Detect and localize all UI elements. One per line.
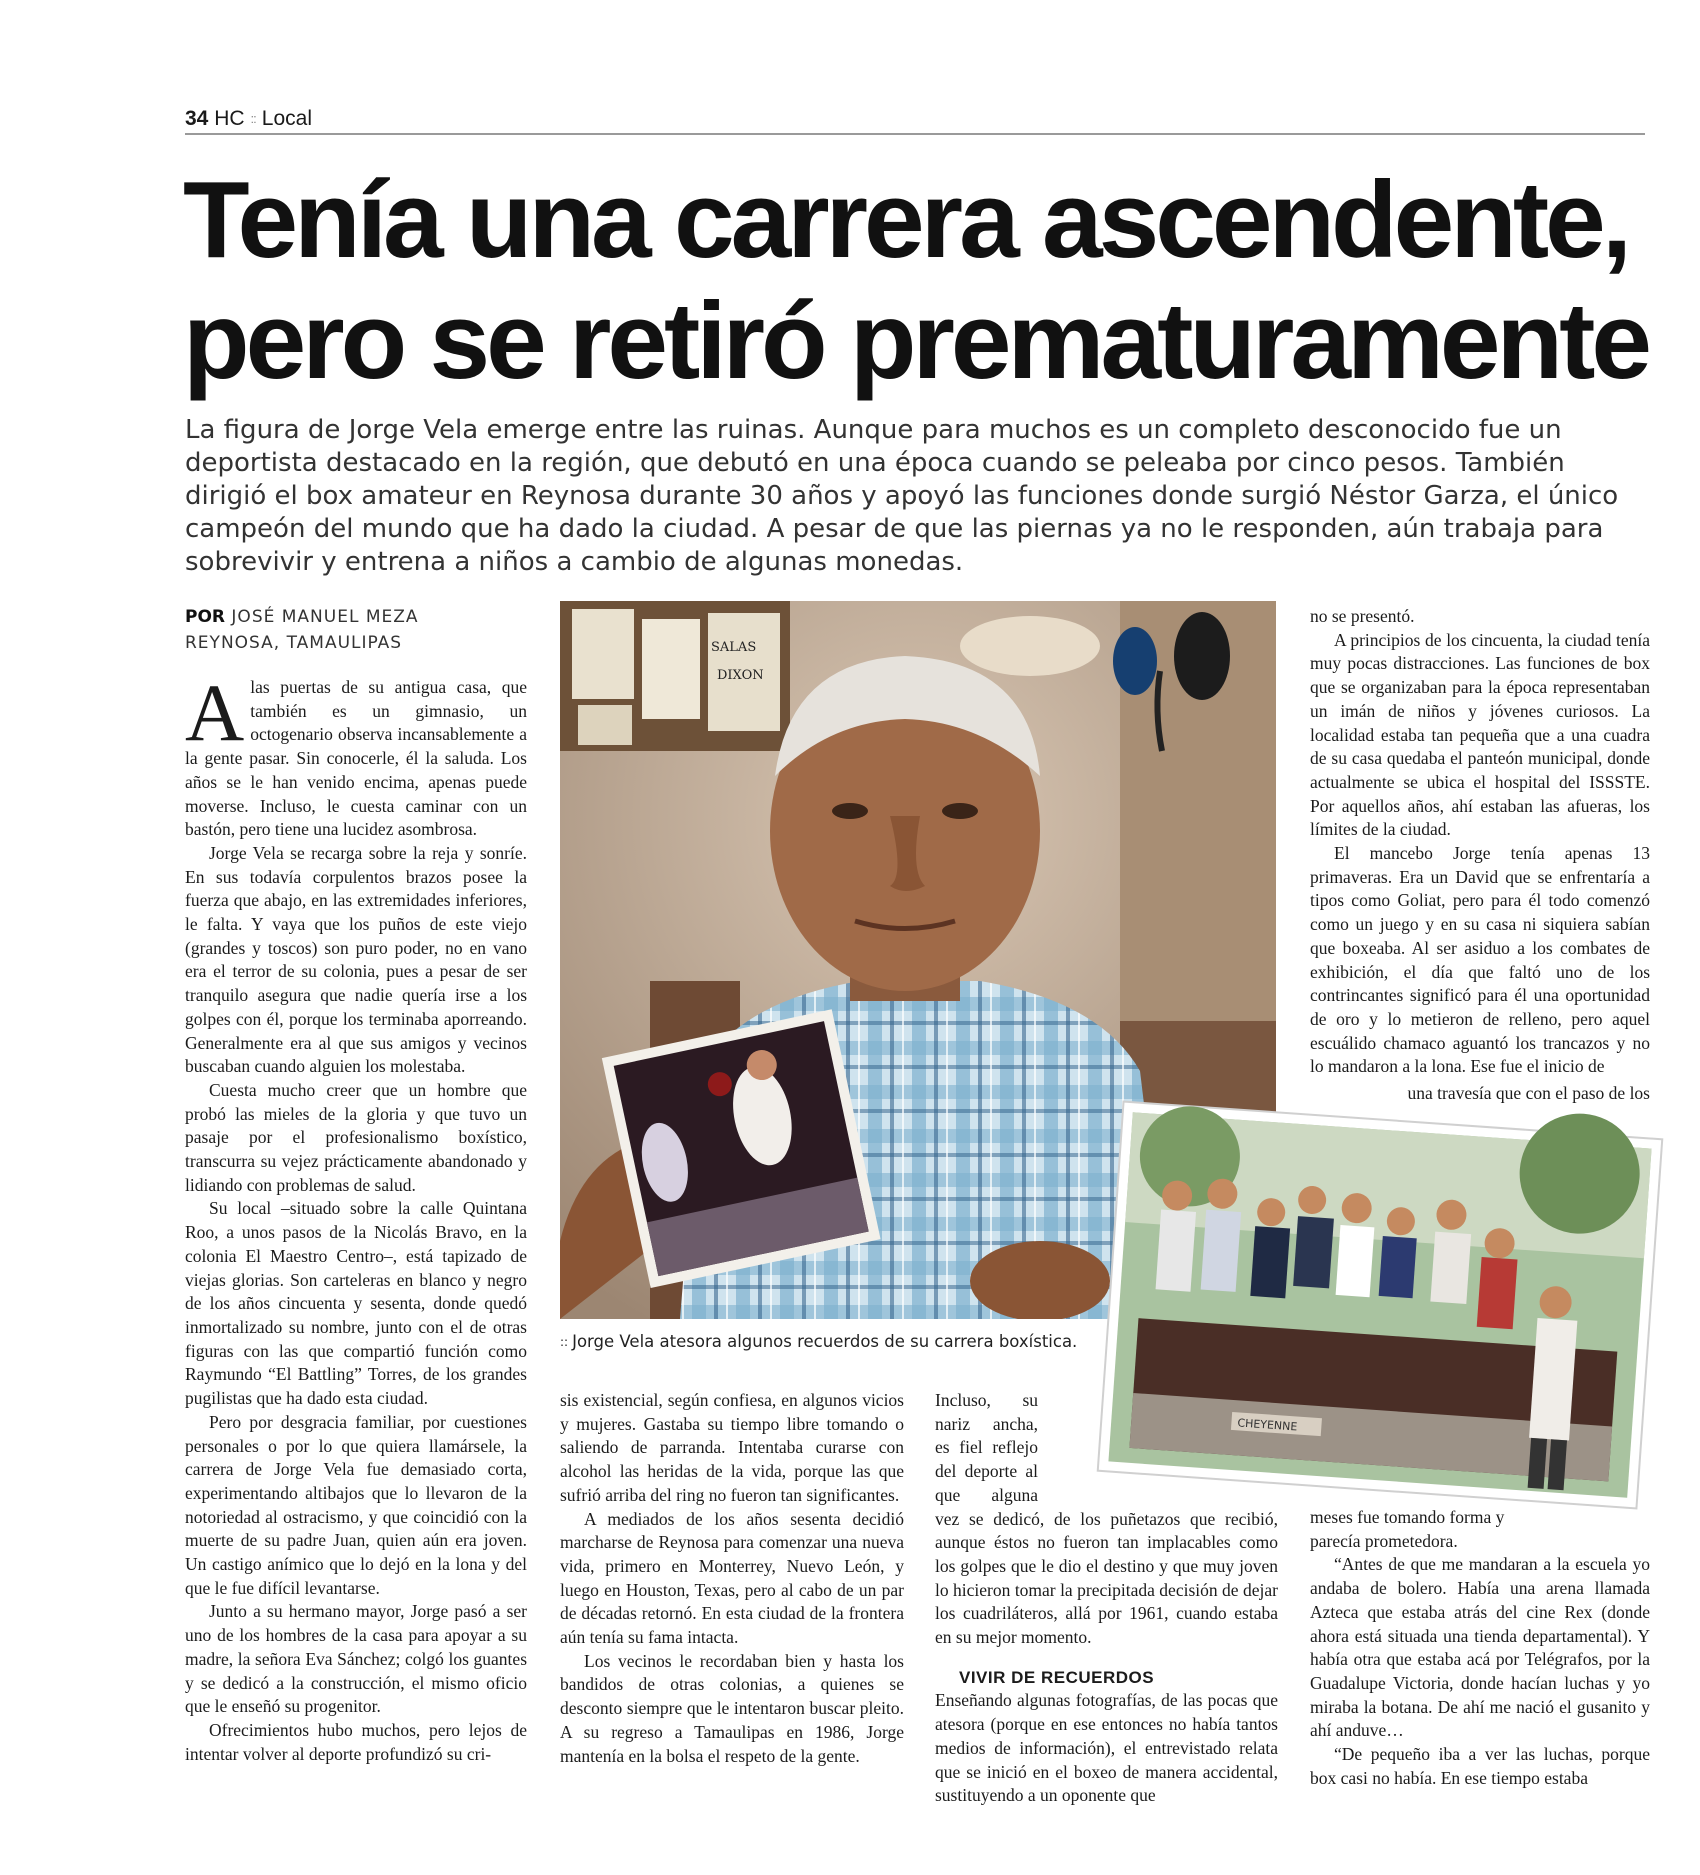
headline-line-2: pero se retiró prematuramente	[183, 280, 1649, 402]
page-folio	[185, 104, 1645, 134]
poster-text-1: SALAS	[711, 640, 757, 655]
paragraph: “Antes de que me mandaran a la escuela yo andaba de bolero. Había una arena llamada Azteca que estaba atrás del cine Rex (donde ahora está situada una tienda departamental). Y había otra que estaba acá por Telégrafos, por la Guadalupe Victoria, donde hacían luchas y yo miraba la botana. De ahí me nació el gusanito y ahí anduve…	[1310, 1554, 1650, 1741]
headline	[183, 160, 1653, 402]
byline-location: REYNOSA, TAMAULIPAS	[185, 633, 403, 653]
paragraph: Ofrecimientos hubo muchos, pero lejos de intentar volver al deporte profundizó su cri-	[185, 1719, 527, 1764]
caption-text: Jorge Vela atesora algunos recuerdos de su carrera boxística.	[572, 1332, 1078, 1351]
paragraph-text: las puertas de su antigua casa, que también es un gimnasio, un octogenario observa incansablemente a la gente pasar. Sin conocerle, él la saluda. Los años se le han venido encima, apenas puede moverse. Incluso, le cuesta caminar con un bastón, pero tiene una lucidez asombrosa.	[185, 677, 527, 840]
paragraph: A principios de los cincuenta, la ciudad tenía muy pocas distracciones. Las funciones de box que se organizaban para la época representaban un imán de niños y jóvenes curiosos. La localidad estaba tan pequeña que a una cuadra de su casa quedaba el panteón municipal, donde actualmente se ubica el hospital del ISSSTE. Por aquellos años, ahí estaban las afueras, los límites de la ciudad.	[1310, 629, 1650, 840]
paragraph: Cuesta mucho creer que un hombre que probó las mieles de la gloria y que tuvo un pasaje por el profesionalismo boxístico, transcurra su vejez prácticamente abandonado y lidiando con problemas de salud.	[185, 1079, 527, 1195]
article-column-4-bottom	[1310, 1506, 1650, 1790]
section-brand: HC	[214, 107, 245, 130]
paragraph: El mancebo Jorge tenía apenas 13 primaveras. Era un David que se enfrentaría a tipos como Goliat, pero para él todo comenzó como un juego y en su casa ni siquiera sabían que boxeaba. Al ser asiduo a los combates de exhibición, el día que faltó uno de los contrincantes significó para él una oportunidad de oro y lo metieron de relleno, pero aquel escuálido chamaco aguantó los trancazos y no lo mandaron a la lona. Ese fue el inicio de	[1310, 843, 1650, 1077]
paragraph: Enseñando algunas fotografías, de las pocas que atesora (porque en ese entonces no había tantos medios de información), el entrevistado relata que se inició en el boxeo de manera accidental, sustituyendo a un oponente que	[935, 1690, 1278, 1806]
headline-line-1: Tenía una carrera ascendente,	[183, 159, 1629, 281]
paragraph-line: meses fue tomando forma y	[1310, 1507, 1505, 1527]
paragraph: Jorge Vela se recarga sobre la reja y sonríe. En sus todavía corpulentos brazos posee la fuerza que abajo, en las extremidades inferiores, le falta. Y vaya que los puños de este viejo (grandes y toscos) son puro poder, no en vano era el terror de su colonia, pues a pesar de ser tranquilo asegura que nadie quería irse a los golpes con él, porque los terminaba aporreando. Generalmente era al que sus amigos y vecinos buscaban cuando alguien los molestaba.	[185, 842, 527, 1077]
paragraph: Los vecinos le recordaban bien y hasta los bandidos de otras colonias, a quienes se desconto siempre que le intentaron buscar pleito. A su regreso a Tamaulipas en 1986, Jorge mantenía en la bolsa el respeto de la gente.	[560, 1650, 904, 1766]
paragraph: “De pequeño iba a ver las luchas, porque box casi no había. En ese tiempo estaba	[1310, 1744, 1650, 1788]
caption-marker: ::	[560, 1335, 569, 1349]
paragraph: sis existencial, según confiesa, en algunos vicios y mujeres. Gastaba su tiempo libre tomando o saliendo de parranda. Intentaba curarse con alcohol las heridas de la vida, porque las que sufrió arriba del ring no fueron tan significantes.	[560, 1390, 904, 1505]
article-column-4-top	[1310, 605, 1650, 1100]
deck: La figura de Jorge Vela emerge entre las ruinas. Aunque para muchos es un completo desconocido fue un deportista destacado en la región, que debutó en una época cuando se peleaba por cinco pesos. También dirigió el box amateur en Reynosa durante 30 años y apoyó las funciones donde surgió Néstor Garza, el único campeón del mundo que ha dado la ciudad. A pesar de que las piernas ya no le responden, aún trabaja para sobrevivir y entrena a niños a cambio de algunas monedas.	[185, 415, 1619, 577]
subheading: VIVIR DE RECUERDOS	[959, 1667, 1155, 1687]
section-separator: ::	[250, 111, 256, 126]
paragraph: Pero por desgracia familiar, por cuestiones personales o por lo que quiera llamársele, la carrera de Jorge Vela fue demasiado corta, experimentando altibajos que lo llevaron de la notoriedad al ostracismo, y que coincidió con la muerte de su padre Juan, quien aún era joven. Un castigo anímico que lo dejó en la lona y del que le fue difícil levantarse.	[185, 1411, 527, 1598]
paragraph: Incluso, su nariz ancha, es fiel reflejo del deporte al que alguna vez se dedicó, de los puñetazos que recibió, aunque éstos no fueron tan implacables como los golpes que le dio el destino y que muy joven lo hicieron tomar la precipitada decisión de dejar los cuadriláteros, allá por 1961, cuando estaba en su mejor momento.	[935, 1390, 1278, 1648]
byline	[185, 604, 525, 656]
group-photo	[1100, 1110, 1660, 1500]
section-name: Local	[261, 107, 312, 130]
paragraph-line: una travesía que con el paso de los	[1407, 1083, 1650, 1103]
poster-text-2: DIXON	[717, 668, 764, 683]
paragraph: no se presentó.	[1310, 606, 1415, 626]
paragraph-line: parecía prometedora.	[1310, 1530, 1458, 1551]
paragraph: Su local –situado sobre la calle Quintana Roo, a unos pasos de la Nicolás Bravo, en la colonia El Maestro Centro–, está tapizado de viejas glorias. Son carteleras en blanco y negro de los años cincuenta y sesenta, donde quedó inmortalizado su nombre, junto con el de otras figuras con las que compartió función como Raymundo “El Battling” Torres, de los grandes pugilistas que ha dado esta ciudad.	[185, 1198, 527, 1409]
truck-text: CHEYENNE	[1236, 1416, 1298, 1434]
article-column-4-continuation	[1377, 1082, 1650, 1106]
paragraph: A mediados de los años sesenta decidió marcharse de Reynosa para comenzar una nueva vida, primero en Monterrey, Nuevo León, y luego en Houston, Texas, pero al cabo de un par de décadas retornó. En esta ciudad de la frontera aún tenía su fama intacta.	[560, 1508, 904, 1648]
drop-cap: A	[185, 667, 245, 758]
paragraph	[185, 667, 527, 842]
header-rule	[185, 133, 1645, 135]
article-column-2	[560, 1389, 904, 1768]
byline-label: POR	[185, 607, 226, 627]
group-photo-image	[1100, 1110, 1660, 1500]
paragraph: Junto a su hermano mayor, Jorge pasó a ser uno de los hombres de la casa para apoyar a su madre, la señora Eva Sánchez; colgó los guantes y se dedicó a la construcción, el mismo oficio que le enseñó su progenitor.	[185, 1601, 527, 1717]
byline-author: JOSÉ MANUEL MEZA	[231, 607, 419, 627]
article-column-1	[185, 667, 527, 1766]
page-number: 34	[185, 107, 209, 130]
photo-caption	[560, 1331, 1080, 1353]
